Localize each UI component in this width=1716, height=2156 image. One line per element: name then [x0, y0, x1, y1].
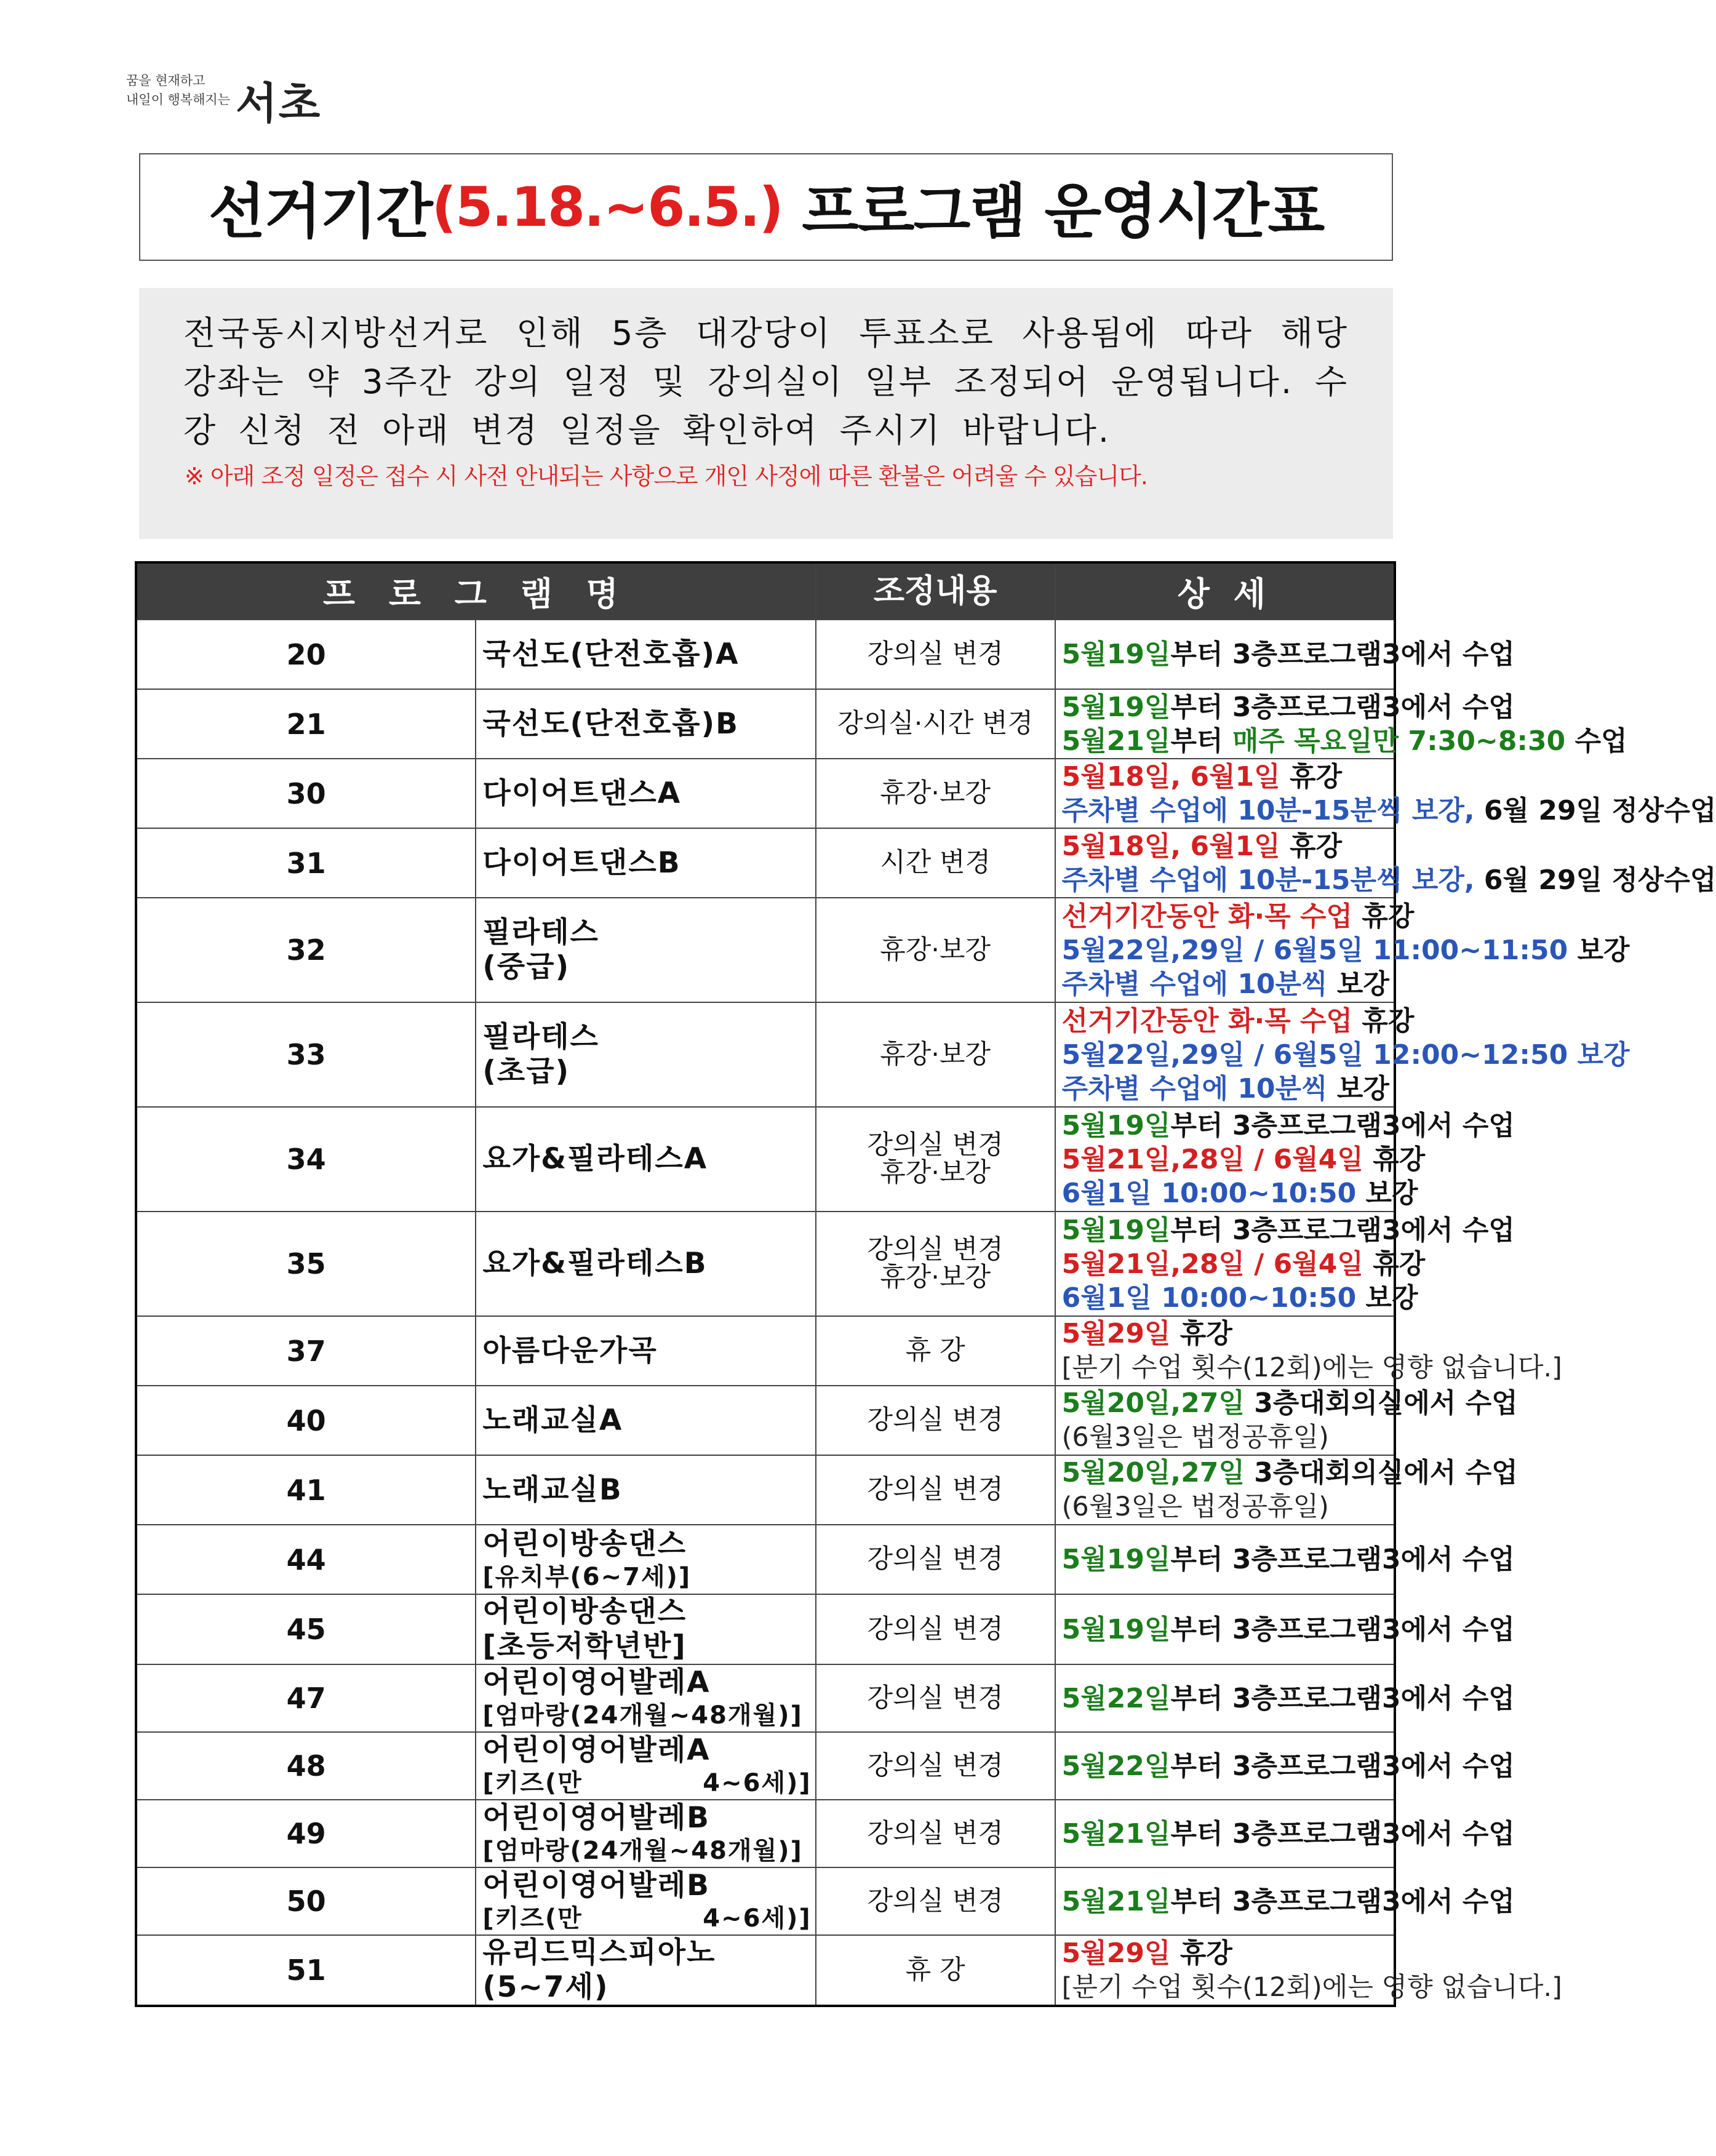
notice-box [139, 288, 1393, 539]
detail-line [1061, 1749, 1515, 1783]
detail-line [1061, 1004, 1415, 1038]
detail-segment: 5월21일 [1061, 1818, 1171, 1850]
logo-slogan [126, 71, 230, 110]
detail-line [1061, 1109, 1515, 1143]
table-row [136, 1002, 1395, 1107]
detail-segment: 3층대회의실에서 수업 [1244, 1457, 1518, 1488]
detail-segment: 5월20일,27일 [1061, 1387, 1245, 1419]
program-name [476, 1867, 815, 1935]
program-name-line: 어린이영어발레B [482, 1869, 710, 1902]
detail-segment: 선거기간동안 화·목 수업 [1061, 1005, 1353, 1037]
adjustment [816, 1594, 1055, 1664]
adjustment-line: 강의실·시간 변경 [837, 708, 1034, 739]
detail-segment: 부터 3층프로그램3에서 수업 [1170, 1682, 1515, 1714]
detail-line [1061, 1543, 1515, 1576]
detail [1055, 1935, 1562, 2006]
detail-segment: 6월1일 10:00~10:50 [1061, 1177, 1357, 1209]
detail-segment: 5월21일,28일 / 6월4일 [1061, 1248, 1363, 1280]
adjustment [816, 1800, 1055, 1867]
table-row [136, 689, 1395, 759]
program-name-line: [초등저학년반] [482, 1629, 687, 1663]
row-number: 47 [136, 1664, 476, 1732]
program-name-line: 국선도(단전호흡)A [482, 637, 740, 671]
detail-line [1062, 1490, 1394, 1524]
detail-segment: 보강 [1356, 1282, 1418, 1314]
detail-segment: 5월19일 [1061, 1214, 1171, 1246]
detail [1055, 1525, 1515, 1594]
table-row [136, 828, 1395, 898]
adjustment [816, 1732, 1055, 1800]
detail [1055, 1867, 1515, 1935]
detail-segment: 부터 [1170, 725, 1232, 757]
detail-segment: 주차별 수업에 10분씩 [1061, 968, 1328, 1000]
detail-line [1061, 1613, 1515, 1647]
detail-segment: 부터 3층프로그램3에서 수업 [1170, 639, 1515, 670]
program-name-line: [유치부(6~7세)] [482, 1562, 692, 1591]
detail-line [1061, 1281, 1418, 1315]
detail-segment: 부터 3층프로그램3에서 수업 [1170, 691, 1515, 723]
row-number: 37 [136, 1316, 476, 1386]
detail-segment: 휴강 [1170, 1318, 1232, 1349]
program-name-line: (5~7세) [482, 1970, 609, 2004]
program-name-line: (중급) [482, 950, 570, 984]
adjustment [816, 1316, 1055, 1386]
detail-segment: 3층대회의실에서 수업 [1244, 1387, 1518, 1419]
adjustment-line: 강의실 변경 [867, 1130, 1004, 1160]
detail-segment: 부터 3층프로그램3에서 수업 [1170, 1885, 1515, 1917]
detail [1055, 1316, 1562, 1386]
detail-line [1062, 1420, 1394, 1455]
detail-segment: 보강 [1327, 1072, 1389, 1104]
program-name-line: 어린이방송댄스 [482, 1595, 687, 1629]
adjustment-line: 강의실 변경 [867, 1234, 1004, 1265]
program-name [476, 1386, 815, 1455]
detail-segment: 6월 29일 정상수업 [1474, 864, 1716, 896]
detail [1055, 759, 1716, 828]
detail-line [1061, 1970, 1562, 2005]
row-number: 31 [136, 828, 476, 898]
detail-segment: 5월21일 [1061, 725, 1171, 757]
row-number: 34 [136, 1107, 476, 1212]
program-name [476, 1455, 815, 1525]
program-name [476, 1732, 815, 1800]
detail-segment: 5월22일,29일 / 6월5일 11:00~11:50 [1061, 934, 1568, 966]
detail-segment: 부터 3층프로그램3에서 수업 [1170, 1109, 1515, 1141]
logo-slogan-line1: 꿈을 현재하고 [126, 73, 206, 88]
table-row [136, 1316, 1395, 1386]
row-number: 21 [136, 689, 476, 759]
adjustment-line: 휴강·보강 [880, 778, 991, 808]
program-name-line: 유리드믹스피아노 [482, 1936, 716, 1970]
detail-segment: 보강 [1356, 1177, 1418, 1209]
detail-line [1061, 794, 1716, 828]
program-name-line: 어린이영어발레A [482, 1733, 711, 1767]
detail-line [1061, 1885, 1515, 1918]
adjustment [816, 828, 1055, 898]
row-number: 35 [136, 1212, 476, 1316]
detail [1055, 1732, 1515, 1800]
table-row [136, 898, 1395, 1002]
row-number: 20 [136, 620, 476, 689]
table-row [136, 1664, 1395, 1732]
adjustment-line: 강의실 변경 [867, 1544, 1004, 1575]
table-row [136, 1455, 1395, 1525]
detail-line [1061, 1213, 1515, 1247]
program-name-line: 어린이영어발레A [482, 1666, 711, 1699]
table-row [136, 1212, 1395, 1316]
detail-segment: 매주 목요일만 7:30~8:30 [1232, 725, 1566, 757]
row-number: 30 [136, 759, 476, 828]
detail-line [1062, 1317, 1394, 1351]
detail-segment: 주차별 수업에 10분-15분씩 보강, [1061, 794, 1475, 826]
program-name-line: 필라테스 [482, 916, 599, 949]
adjustment-line: 휴강·보강 [880, 934, 991, 965]
adjustment [816, 759, 1055, 828]
detail-line [1062, 967, 1394, 1001]
program-name [476, 1525, 815, 1594]
detail-line [1061, 1176, 1418, 1210]
detail-line [1061, 1682, 1515, 1715]
detail-segment: 부터 3층프로그램3에서 수업 [1170, 1613, 1515, 1645]
detail [1055, 1594, 1515, 1664]
program-name-line: 노래교실B [482, 1472, 623, 1507]
adjustment [816, 620, 1055, 689]
notice-warning: ※ 아래 조정 일정은 접수 시 사전 안내되는 사항으로 개인 사정에 따른 환불은 어려울 수 있습니다. [185, 463, 1148, 490]
detail-segment: 5월19일 [1061, 1109, 1171, 1141]
program-name [476, 1594, 815, 1664]
adjustment [816, 1935, 1055, 2006]
table-row [136, 1935, 1395, 2006]
detail [1055, 828, 1716, 898]
adjustment-line: 시간 변경 [880, 847, 991, 878]
table-row [136, 620, 1395, 689]
adjustment [816, 1525, 1055, 1594]
table-row [136, 1732, 1395, 1800]
detail [1055, 1212, 1515, 1316]
program-name-line: 아름다운가곡 [482, 1333, 658, 1368]
detail [1055, 1800, 1515, 1867]
detail-line [1061, 1143, 1426, 1176]
adjustment [816, 1107, 1055, 1212]
detail-segment: 부터 3층프로그램3에서 수업 [1170, 1750, 1515, 1782]
adjustment-line: 강의실 변경 [867, 639, 1004, 669]
program-name [476, 1664, 815, 1732]
detail-segment: 5월22일 [1061, 1750, 1171, 1782]
adjustment-line: 강의실 변경 [867, 1613, 1004, 1645]
detail-segment: 보강 [1327, 968, 1389, 1000]
row-number: 50 [136, 1867, 476, 1935]
detail [1055, 689, 1627, 759]
detail-line [1061, 637, 1515, 671]
program-name [476, 620, 815, 689]
adjustment-line: 휴강·보강 [880, 1262, 991, 1293]
table-row [136, 1525, 1395, 1594]
program-name [476, 1800, 815, 1867]
program-name [476, 828, 815, 898]
detail-segment: 5월29일 [1061, 1318, 1171, 1349]
detail-segment: 휴강 [1352, 900, 1415, 932]
program-name-line: 어린이영어발레B [482, 1801, 710, 1835]
detail-segment: 5월19일 [1061, 691, 1171, 723]
detail-segment: 선거기간동안 화·목 수업 [1061, 900, 1353, 932]
detail-segment: 부터 3층프로그램3에서 수업 [1170, 1818, 1515, 1850]
row-number: 40 [136, 1386, 476, 1455]
program-name [476, 1935, 815, 2006]
detail-line [1061, 900, 1415, 933]
header-program: 프 로 그 램 명 [136, 562, 816, 620]
detail-segment: 5월29일 [1061, 1937, 1171, 1969]
adjustment-line: 강의실 변경 [867, 1885, 1004, 1917]
row-number: 32 [136, 898, 476, 1002]
detail-line [1061, 690, 1515, 724]
detail-segment: 5월22일,29일 / 6월5일 12:00~12:50 보강 [1061, 1039, 1630, 1071]
detail-segment: 휴강 [1352, 1005, 1415, 1037]
detail-segment: (6월3일은 법정공휴일) [1061, 1491, 1329, 1522]
adjustment [816, 689, 1055, 759]
detail-segment: 5월19일 [1061, 639, 1171, 670]
table-row [136, 1594, 1395, 1664]
adjustment [816, 1212, 1055, 1316]
detail-segment: 5월20일,27일 [1061, 1457, 1245, 1488]
program-name-line: [키즈(만 4~6세)] [482, 1904, 812, 1933]
program-name-line: [엄마랑(24개월~48개월)] [482, 1837, 803, 1865]
header-detail: 상 세 [1055, 562, 1395, 620]
detail-segment: 부터 3층프로그램3에서 수업 [1170, 1544, 1515, 1575]
row-number: 33 [136, 1002, 476, 1107]
row-number: 48 [136, 1732, 476, 1800]
program-name-line: 노래교실A [482, 1403, 623, 1437]
adjustment-line: 휴 강 [905, 1954, 965, 1986]
row-number: 51 [136, 1935, 476, 2006]
program-name-line: 다이어트댄스B [482, 845, 681, 880]
detail-line [1061, 1456, 1518, 1490]
detail-segment: [분기 수업 횟수(12회)에는 영향 없습니다.] [1061, 1352, 1562, 1383]
program-name-line: 다이어트댄스A [482, 776, 682, 810]
detail-segment: 5월21일 [1061, 1885, 1171, 1917]
adjustment [816, 898, 1055, 1002]
program-name-line: 요가&필라테스A [482, 1142, 708, 1176]
adjustment [816, 1455, 1055, 1525]
detail-line [1061, 1817, 1515, 1851]
detail-segment: 5월18일, 6월1일 [1061, 830, 1280, 862]
row-number: 45 [136, 1594, 476, 1664]
logo-brand: 서초 [236, 78, 322, 129]
title-text-rest: 프로그램 운영시간표 [782, 177, 1324, 246]
program-name-line: 어린이방송댄스 [482, 1527, 687, 1561]
page-title [139, 153, 1393, 261]
title-period: (5.18.~6.5.) [431, 175, 783, 239]
adjustment-line: 휴강·보강 [880, 1157, 991, 1188]
detail [1055, 620, 1515, 689]
detail-segment: 5월22일 [1061, 1682, 1171, 1714]
program-name-line: [키즈(만 4~6세)] [482, 1769, 812, 1797]
detail-segment: 5월21일,28일 / 6월4일 [1061, 1143, 1363, 1175]
table-row [136, 1386, 1395, 1455]
program-name [476, 689, 815, 759]
detail-segment: 6월1일 10:00~10:50 [1061, 1282, 1357, 1314]
program-name [476, 1316, 815, 1386]
adjustment-line: 휴강·보강 [880, 1039, 991, 1070]
detail-segment: 휴강 [1280, 761, 1343, 793]
detail-segment: 주차별 수업에 10분씩 [1061, 1072, 1328, 1104]
row-number: 41 [136, 1455, 476, 1525]
detail-line [1061, 863, 1716, 897]
detail-segment: 휴강 [1170, 1937, 1232, 1969]
program-name-line: (초급) [482, 1055, 570, 1088]
program-name-line: 국선도(단전호흡)B [482, 706, 739, 741]
detail-segment: 휴강 [1363, 1248, 1426, 1280]
program-name [476, 1002, 815, 1107]
table-header-row [136, 562, 1395, 620]
detail [1055, 1002, 1630, 1107]
program-name [476, 1212, 815, 1316]
table-row [136, 1867, 1395, 1935]
detail [1055, 1107, 1515, 1212]
detail-segment: 5월19일 [1061, 1544, 1171, 1575]
adjustment-line: 강의실 변경 [867, 1474, 1004, 1505]
detail [1055, 1455, 1518, 1525]
adjustment [816, 1664, 1055, 1732]
detail-segment: 수업 [1565, 725, 1627, 757]
program-name [476, 898, 815, 1002]
adjustment-line: 휴 강 [905, 1335, 965, 1366]
seocho-logo [126, 66, 348, 129]
adjustment-line: 강의실 변경 [867, 1818, 1004, 1849]
adjustment [816, 1386, 1055, 1455]
detail [1055, 898, 1630, 1002]
adjustment [816, 1002, 1055, 1107]
detail-line [1061, 1386, 1518, 1420]
adjustment-line: 강의실 변경 [867, 1682, 1004, 1714]
detail-segment: 휴강 [1280, 830, 1343, 862]
schedule-table [135, 561, 1716, 2007]
row-number: 49 [136, 1800, 476, 1867]
adjustment-line: 강의실 변경 [867, 1405, 1004, 1435]
detail-segment: [분기 수업 횟수(12회)에는 영향 없습니다.] [1061, 1971, 1562, 2003]
detail-line [1062, 1936, 1394, 1970]
program-name-line: [엄마랑(24개월~48개월)] [482, 1701, 803, 1730]
program-name-line: 요가&필라테스B [482, 1247, 708, 1280]
detail-line [1061, 724, 1627, 758]
adjustment-line: 강의실 변경 [867, 1750, 1004, 1781]
detail-segment: 보강 [1568, 934, 1630, 966]
detail [1055, 1664, 1515, 1732]
detail-line [1061, 1247, 1426, 1281]
detail-line [1061, 1038, 1630, 1072]
table-row [136, 759, 1395, 828]
detail-line [1062, 1072, 1394, 1106]
detail [1055, 1386, 1518, 1455]
logo-slogan-line2: 내일이 행복해지는 [126, 92, 230, 107]
detail-segment: 부터 3층프로그램3에서 수업 [1170, 1214, 1515, 1246]
detail-line [1061, 1351, 1562, 1385]
program-name [476, 1107, 815, 1212]
detail-segment: 5월18일, 6월1일 [1061, 761, 1280, 793]
header-adjust: 조정내용 [816, 562, 1055, 620]
title-text: 선거기간 [208, 177, 432, 246]
row-number: 44 [136, 1525, 476, 1594]
program-name-line: 필라테스 [482, 1020, 599, 1054]
detail-segment: 5월19일 [1061, 1613, 1171, 1645]
detail-line [1062, 829, 1394, 863]
notice-body: 전국동시지방선거로 인해 5층 대강당이 투표소로 사용됨에 따라 해당 강좌는 약 3주간 강의 일정 및 강의실이 일부 조정되어 운영됩니다. 수강 신청 전 아래 변경 일정을 확인하여 주시기 바랍니다. [183, 314, 1349, 450]
detail-segment: 주차별 수업에 10분-15분씩 보강, [1061, 864, 1475, 896]
detail-segment: 6월 29일 정상수업 [1474, 794, 1716, 826]
detail-line [1061, 933, 1630, 967]
detail-line [1062, 760, 1394, 794]
detail-segment: 휴강 [1363, 1143, 1426, 1175]
detail-segment: (6월3일은 법정공휴일) [1061, 1422, 1329, 1453]
program-name [476, 759, 815, 828]
table-row [136, 1107, 1395, 1212]
adjustment [816, 1867, 1055, 1935]
table-row [136, 1800, 1395, 1867]
